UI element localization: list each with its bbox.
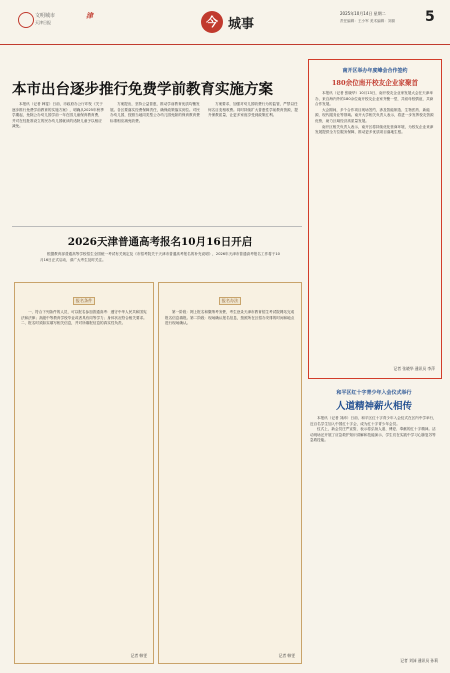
main-article-col3-text: 方案要求，加强对幼儿园收费行为的监管，严禁以任何名目变相收费。同时持续扩大普惠性学前教育资源，提升保教质量，让更多家庭享受到政策红利。: [208, 102, 298, 118]
exam-notice-lead: [40, 252, 280, 263]
lower-article-body1: 本报讯（记者 刘沛）日前，和平区红十字青少年入会仪式在区内中学举行，近百名学生加入中国红十字会，成为红十字青少年会员。: [310, 416, 437, 426]
box1-title: 报名条件: [73, 297, 96, 305]
section-badge: 今: [201, 11, 223, 33]
logo-subtitle: 天津日报: [35, 20, 51, 25]
editor-credits: 责任编辑：王小军 美术编辑：刘源: [340, 19, 396, 23]
section-title: 城事: [228, 17, 255, 32]
masthead-divider: [0, 44, 450, 45]
main-article-col1-text: 本报讯（记者 韩雯）日前，市政府办公厅印发《关于逐步推行免费学前教育的实施方案》，明确从2025年秋季学期起，免除公办幼儿园学前一年在园儿童保育教育费，并对在经批准设立的民办幼儿园就读的适龄儿童予以相应减免。: [12, 102, 104, 129]
exam-box-methods: [158, 282, 302, 664]
exam-notice-lead-text: 根据教育部普通高等学校招生全国统一考试有关规定及《市招考院关于天津市普通高考报名的补充说明》，2026年天津市普通高考报名工作将于10月16日正式启动，请广大考生及时关注。: [40, 252, 280, 262]
main-article-col2: [110, 102, 202, 230]
main-article-col2-text: 方案提出，坚持公益普惠，推动学前教育优质均衡发展。各区要落实经费保障责任，确保政策落实到位。对民办幼儿园，按照当地同类型公办幼儿园免除的保育教育费标准相应减免收费。: [110, 102, 200, 123]
lower-article-body: [310, 416, 438, 656]
featured-kicker: 南开区举办年度峰会合作签约: [342, 68, 408, 74]
logo-emblem-icon: [18, 12, 34, 28]
issue-date: 2025年10月14日 星期二: [340, 11, 386, 16]
box2-title: 报名办法: [219, 297, 242, 305]
exam-box-conditions: [14, 282, 154, 664]
lower-article-body2: 仪式上，新会员庄严宣誓，表示将弘扬人道、博爱、奉献的红十字精神。活动现场还开展了应急救护知识讲解和技能演示，学生们在实践中学习心肺复苏等急救技能。: [310, 427, 436, 443]
featured-body3: 南开区相关负责人表示，南开区将持续优化营商环境，为校友企业来津发展提供全方位服务保障，推动更多优质项目落地生根。: [315, 124, 434, 135]
main-article-title: 本市出台逐步推行免费学前教育实施方案: [12, 81, 273, 98]
partner-logo-mark: 津: [86, 12, 93, 20]
main-article-col3: [208, 102, 300, 230]
lower-article-title: 人道精神薪火相传: [335, 401, 412, 412]
exam-notice-title: 2026天津普通高考报名10月16日开启: [67, 236, 253, 248]
box1-signature: 记者 韩雯: [130, 653, 147, 658]
box1-text: 一、符合下列条件的人员，可以报名参加普通高考：遵守中华人民共和国宪法和法律；高级中等教育学校毕业或者具有同等学力；身体状况符合相关要求。二、报名时须如实填写相关信息，并对所填报信息的真实性负责。: [21, 310, 147, 326]
main-article-col1: [12, 102, 104, 230]
box2-heading: [159, 287, 301, 306]
featured-title: 180余位南开校友企业家聚首: [331, 79, 419, 87]
box1-body: [15, 306, 153, 331]
page-number: 5: [425, 9, 435, 25]
box2-body: [159, 306, 301, 331]
featured-article: [308, 59, 442, 379]
section-divider: [12, 226, 302, 227]
newspaper-logo: [18, 10, 78, 32]
box2-signature: 记者 韩雯: [278, 653, 295, 658]
featured-body1: 本报讯（记者 张晓华）10月13日，南开校友企业家发展大会在天津举办，来自海内外的180余位南开校友企业家齐聚一堂，共叙母校情谊，共商合作发展。: [315, 91, 434, 107]
featured-body: [309, 87, 441, 136]
lower-article-kicker: 和平区红十字青少年入会仪式举行: [336, 390, 412, 396]
box1-heading: [15, 287, 153, 306]
masthead: [0, 0, 450, 44]
featured-signature: 记者 张晓华 通讯员 李萍: [393, 366, 435, 371]
logo-title: 文明城市: [35, 13, 56, 19]
lower-article-signature: 记者 刘沛 通讯员 孙莉: [400, 658, 438, 663]
featured-body2: 大会期间，多个合作项目现场签约，涉及智能制造、生物医药、新能源、现代服务业等领域。南开大学相关负责人表示，将进一步发挥校友资源优势，助力区域经济高质量发展。: [315, 107, 434, 123]
box2-text: 第一阶段：网上报名和缴纳考务费，考生登录天津市教育招生考试院网站完成报名信息填报。第二阶段：现场确认报名信息，按照所在区招办安排的时间和地点进行现场确认。: [165, 310, 295, 326]
partner-logo: [86, 9, 126, 29]
